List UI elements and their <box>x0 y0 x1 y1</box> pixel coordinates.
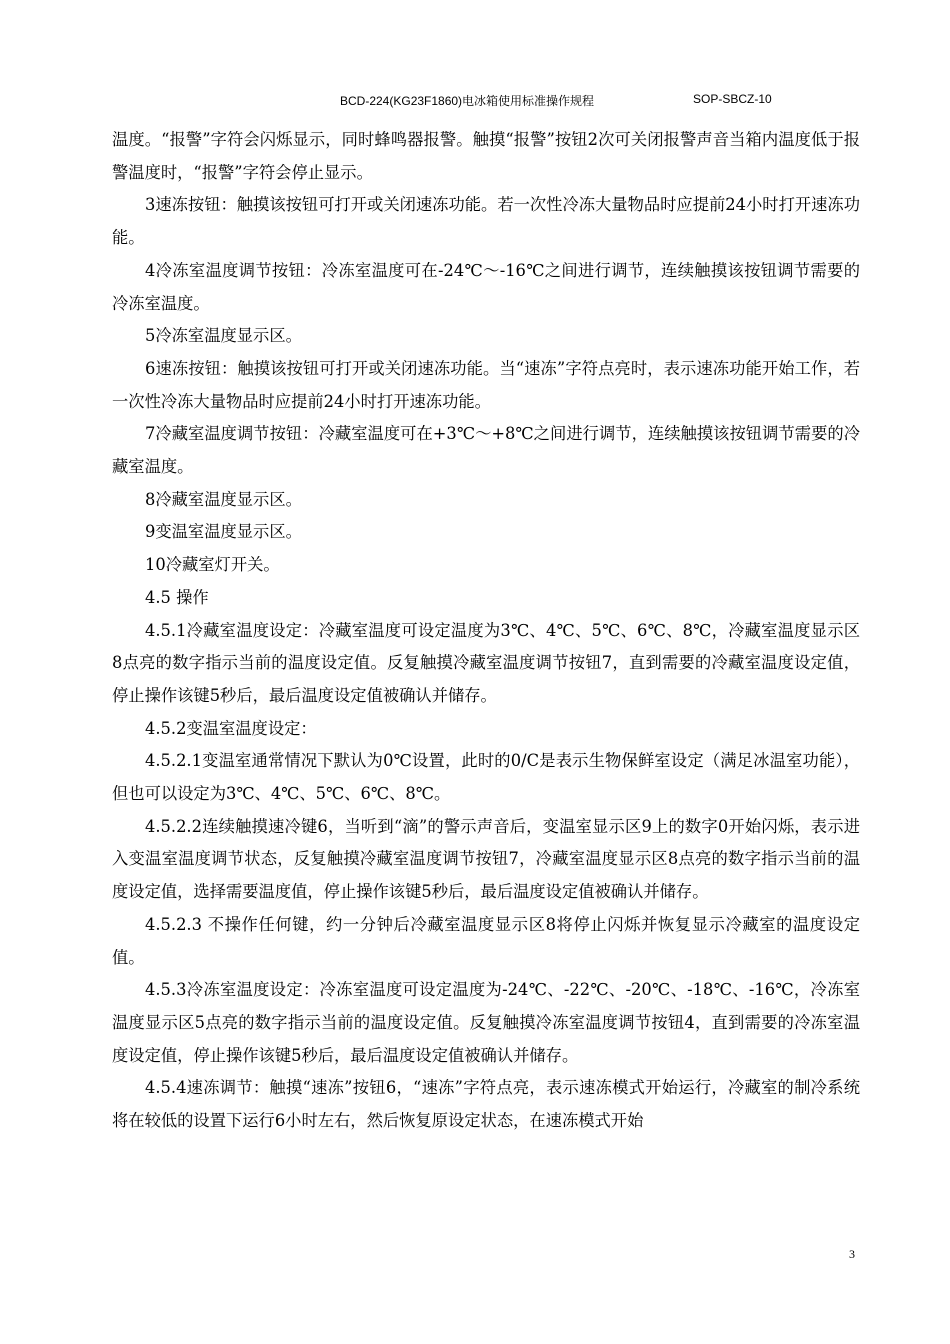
paragraph-4-5-2-1: 4.5.2.1变温室通常情况下默认为0℃设置，此时的0/C是表示生物保鲜室设定（满足冰温室功能），但也可以设定为3℃、4℃、5℃、6℃、8℃。 <box>112 751 860 804</box>
paragraph-4-5-1: 4.5.1冷藏室温度设定：冷藏室温度可设定温度为3℃、4℃、5℃、6℃、8℃，冷藏室温度显示区8点亮的数字指示当前的温度设定值。反复触摸冷藏室温度调节按钮7，直到需要的冷藏室温度设定值，停止操作该键5秒后，最后温度设定值被确认并储存。 <box>112 620 860 705</box>
paragraph-item-3: 3速冻按钮：触摸该按钮可打开或关闭速冻功能。若一次性冷冻大量物品时应提前24小时打开速冻功能。 <box>112 195 860 248</box>
paragraph-item-5: 5冷冻室温度显示区。 <box>145 326 302 346</box>
paragraph-item-8: 8冷藏室温度显示区。 <box>145 489 302 509</box>
paragraph-item-9: 9变温室温度显示区。 <box>145 522 302 542</box>
document-body <box>112 124 860 1138</box>
paragraph-4-5-4: 4.5.4速冻调节：触摸“速冻”按钮6，“速冻”字符点亮，表示速冻模式开始运行，冷藏室的制冷系统将在较低的设置下运行6小时左右，然后恢复原设定状态，在速冻模式开始 <box>112 1078 860 1131</box>
document-code: SOP-SBCZ-10 <box>693 92 772 106</box>
page-number: 3 <box>849 1247 855 1261</box>
paragraph-4-5-2-3: 4.5.2.3 不操作任何键，约一分钟后冷藏室温度显示区8将停止闪烁并恢复显示冷藏室的温度设定值。 <box>112 914 860 967</box>
paragraph-item-6: 6速冻按钮：触摸该按钮可打开或关闭速冻功能。当“速冻”字符点亮时，表示速冻功能开始工作，若一次性冷冻大量物品时应提前24小时打开速冻功能。 <box>112 358 860 411</box>
paragraph-4-5-3: 4.5.3冷冻室温度设定：冷冻室温度可设定温度为-24℃、-22℃、-20℃、-18℃、-16℃，冷冻室温度显示区5点亮的数字指示当前的温度设定值。反复触摸冷冻室温度调节按钮4，直到需要的冷冻室温度设定值，停止操作该键5秒后，最后温度设定值被确认并储存。 <box>112 980 860 1065</box>
paragraph-item-10: 10冷藏室灯开关。 <box>145 555 280 575</box>
paragraph-item-4: 4冷冻室温度调节按钮：冷冻室温度可在-24℃～-16℃之间进行调节，连续触摸该按钮调节需要的冷冻室温度。 <box>112 260 860 313</box>
page-header <box>0 92 950 112</box>
section-heading-4-5: 4.5 操作 <box>145 587 209 607</box>
paragraph-4-5-2: 4.5.2变温室温度设定： <box>145 718 317 738</box>
paragraph-item-7: 7冷藏室温度调节按钮：冷藏室温度可在+3℃～+8℃之间进行调节，连续触摸该按钮调节需要的冷藏室温度。 <box>112 424 860 477</box>
document-title: BCD-224(KG23F1860)电冰箱使用标准操作规程 <box>340 94 595 108</box>
paragraph-alarm-continued: 温度。“报警”字符会闪烁显示，同时蜂鸣器报警。触摸“报警”按钮2次可关闭报警声音当箱内温度低于报警温度时，“报警”字符会停止显示。 <box>112 130 860 182</box>
paragraph-4-5-2-2: 4.5.2.2连续触摸速冷键6，当听到“滴”的警示声音后，变温室显示区9上的数字0开始闪烁，表示进入变温室温度调节状态，反复触摸冷藏室温度调节按钮7，冷藏室温度显示区8点亮的数字指示当前的温度设定值，选择需要温度值，停止操作该键5秒后，最后温度设定值被确认并储存。 <box>112 816 860 902</box>
